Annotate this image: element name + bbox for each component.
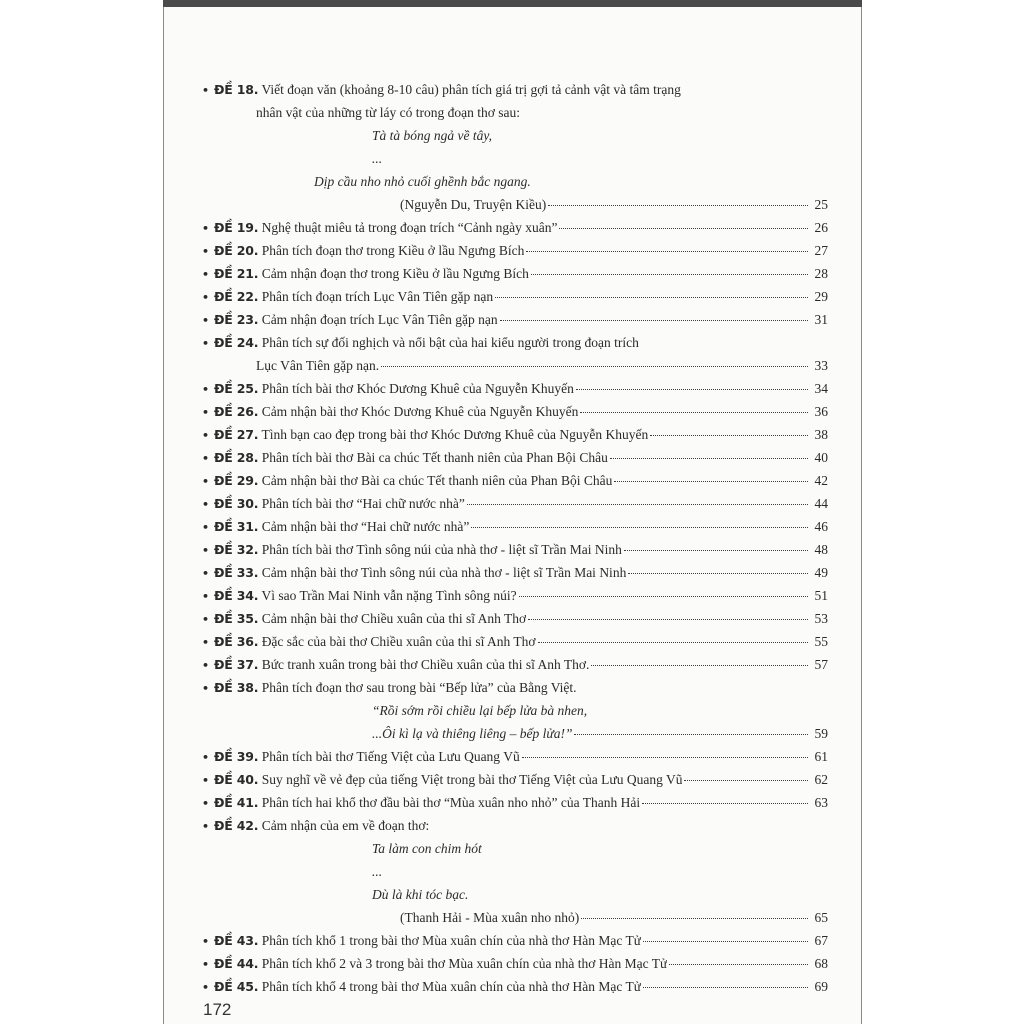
page-ref: 44 — [814, 496, 828, 511]
page-ref: 40 — [814, 450, 828, 465]
toc-entry-26[interactable] — [202, 400, 828, 424]
leader-dots — [522, 756, 808, 758]
entry-title: Phân tích đoạn thơ trong Kiều ở lầu Ngưng Bích — [261, 243, 525, 258]
toc-entry-27[interactable] — [202, 423, 828, 447]
toc-entry-28[interactable] — [202, 446, 828, 470]
page-ref: 28 — [814, 266, 828, 281]
entry-number: ĐỀ 38. — [214, 680, 259, 695]
leader-dots — [500, 319, 808, 321]
quote-line: “Rồi sớm rồi chiều lại bếp lửa bà nhen, — [372, 703, 588, 718]
toc-entry-34[interactable] — [202, 584, 828, 608]
entry-number: ĐỀ 43. — [214, 933, 259, 948]
toc-entry-35[interactable] — [202, 607, 828, 631]
page-ref: 36 — [814, 404, 828, 419]
quote-ellipsis: ... — [372, 151, 383, 166]
entry-number: ĐỀ 23. — [214, 312, 259, 327]
entry-title: Phân tích khổ 1 trong bài thơ Mùa xuân chín của nhà thơ Hàn Mạc Tử — [261, 933, 642, 948]
quote-line: ...Ôi kì lạ và thiêng liêng – bếp lửa!” — [372, 726, 573, 741]
bullet: • — [202, 314, 210, 327]
page-ref: 51 — [814, 588, 828, 603]
toc-entry-32[interactable] — [202, 538, 828, 562]
page-ref: 29 — [814, 289, 828, 304]
leader-dots — [581, 917, 808, 919]
document-page — [163, 7, 862, 1024]
entry-number: ĐỀ 27. — [214, 427, 259, 442]
entry-title: Phân tích bài thơ “Hai chữ nước nhà” — [261, 496, 465, 511]
quote-row — [372, 722, 828, 745]
entry-title: Viết đoạn văn (khoảng 8-10 câu) phân tích giá trị gợi tả cảnh vật và tâm trạng — [261, 82, 681, 97]
bullet: • — [202, 613, 210, 626]
leader-dots — [559, 227, 808, 229]
leader-dots — [610, 457, 808, 459]
bullet: • — [202, 429, 210, 442]
entry-title-continued: nhân vật của những từ láy có trong đoạn thơ sau: — [256, 105, 520, 120]
entry-number: ĐỀ 32. — [214, 542, 259, 557]
entry-title: Phân tích khổ 2 và 3 trong bài thơ Mùa xuân chín của nhà thơ Hàn Mạc Tử — [261, 956, 668, 971]
page-ref: 48 — [814, 542, 828, 557]
entry-title: Đặc sắc của bài thơ Chiều xuân của thi sĩ Anh Thơ — [261, 634, 536, 649]
leader-dots — [614, 480, 808, 482]
page-ref: 68 — [814, 956, 828, 971]
page-ref: 33 — [814, 358, 828, 373]
entry-number: ĐỀ 44. — [214, 956, 259, 971]
leader-dots — [684, 779, 808, 781]
entry-number: ĐỀ 33. — [214, 565, 259, 580]
bullet: • — [202, 383, 210, 396]
toc-entry-22[interactable] — [202, 285, 828, 309]
entry-title: Cảm nhận bài thơ Chiều xuân của thi sĩ Anh Thơ — [261, 611, 527, 626]
page-ref: 57 — [814, 657, 828, 672]
bullet: • — [202, 935, 210, 948]
bullet: • — [202, 475, 210, 488]
entry-title: Cảm nhận bài thơ “Hai chữ nước nhà” — [261, 519, 470, 534]
leader-dots — [643, 940, 808, 942]
bullet: • — [202, 498, 210, 511]
entry-number: ĐỀ 25. — [214, 381, 259, 396]
leader-dots — [580, 411, 808, 413]
page-ref: 31 — [814, 312, 828, 327]
bullet: • — [202, 452, 210, 465]
entry-number: ĐỀ 40. — [214, 772, 259, 787]
page-ref: 26 — [814, 220, 828, 235]
toc-entry-37[interactable] — [202, 653, 828, 677]
page-ref: 34 — [814, 381, 828, 396]
quote-line: Ta làm con chim hót — [372, 841, 482, 856]
page-ref: 55 — [814, 634, 828, 649]
page-ref: 63 — [814, 795, 828, 810]
entry-title: Tình bạn cao đẹp trong bài thơ Khóc Dương Khuê của Nguyễn Khuyến — [261, 427, 649, 442]
page-ref: 49 — [814, 565, 828, 580]
left-margin — [0, 0, 163, 1024]
toc-entry-18[interactable] — [202, 78, 828, 102]
toc-entry-30[interactable] — [202, 492, 828, 516]
entry-title: Phân tích khổ 4 trong bài thơ Mùa xuân chín của nhà thơ Hàn Mạc Tử — [261, 979, 642, 994]
entry-title: Phân tích bài thơ Tiếng Việt của Lưu Quang Vũ — [261, 749, 520, 764]
leader-dots — [642, 802, 808, 804]
leader-dots — [576, 388, 808, 390]
leader-dots — [669, 963, 808, 965]
leader-dots — [538, 641, 808, 643]
page-ref: 65 — [814, 910, 828, 925]
page-ref: 69 — [814, 979, 828, 994]
entry-number: ĐỀ 35. — [214, 611, 259, 626]
bullet: • — [202, 820, 210, 833]
page-ref: 62 — [814, 772, 828, 787]
toc-entry-39[interactable] — [202, 745, 828, 769]
toc-entry-40[interactable] — [202, 768, 828, 792]
bullet: • — [202, 84, 210, 97]
entry-number: ĐỀ 24. — [214, 335, 259, 350]
entry-source-row — [400, 906, 828, 929]
toc-entry-20[interactable] — [202, 239, 828, 263]
leader-dots — [643, 986, 808, 988]
entry-number: ĐỀ 36. — [214, 634, 259, 649]
quote-source: (Thanh Hải - Mùa xuân nho nhỏ) — [400, 910, 580, 925]
bullet: • — [202, 406, 210, 419]
bullet: • — [202, 337, 210, 350]
bullet: • — [202, 958, 210, 971]
bullet: • — [202, 245, 210, 258]
toc-entry-24-continued — [256, 354, 828, 377]
bullet: • — [202, 567, 210, 580]
entry-title-continued: Lục Vân Tiên gặp nạn. — [256, 358, 380, 373]
toc-entry-33[interactable] — [202, 561, 828, 585]
leader-dots — [650, 434, 808, 436]
leader-dots — [471, 526, 808, 528]
leader-dots — [624, 549, 808, 551]
quote-ellipsis: ... — [372, 864, 383, 879]
leader-dots — [574, 733, 808, 735]
entry-number: ĐỀ 22. — [214, 289, 259, 304]
toc-entry-44[interactable] — [202, 952, 828, 976]
entry-title: Cảm nhận đoạn thơ trong Kiều ở lầu Ngưng Bích — [261, 266, 529, 281]
entry-number: ĐỀ 31. — [214, 519, 259, 534]
toc-entry-38[interactable] — [202, 676, 828, 700]
entry-title: Nghệ thuật miêu tả trong đoạn trích “Cảnh ngày xuân” — [261, 220, 558, 235]
leader-dots — [548, 204, 808, 206]
entry-number: ĐỀ 29. — [214, 473, 259, 488]
entry-title: Cảm nhận bài thơ Bài ca chúc Tết thanh niên của Phan Bội Châu — [261, 473, 613, 488]
entry-title: Phân tích sự đối nghịch và nổi bật của hai kiểu người trong đoạn trích — [261, 335, 639, 350]
entry-title: Phân tích bài thơ Tình sông núi của nhà thơ - liệt sĩ Trần Mai Ninh — [261, 542, 622, 557]
bullet: • — [202, 751, 210, 764]
quote-line: Dù là khi tóc bạc. — [372, 887, 469, 902]
entry-title: Phân tích hai khổ thơ đầu bài thơ “Mùa xuân nho nhỏ” của Thanh Hải — [261, 795, 641, 810]
bullet: • — [202, 797, 210, 810]
quote-line: Tà tà bóng ngả về tây, — [372, 128, 492, 143]
bullet: • — [202, 268, 210, 281]
entry-number: ĐỀ 34. — [214, 588, 259, 603]
page-ref: 53 — [814, 611, 828, 626]
entry-title: Cảm nhận bài thơ Khóc Dương Khuê của Nguyễn Khuyến — [261, 404, 579, 419]
leader-dots — [467, 503, 808, 505]
toc-entry-19[interactable] — [202, 216, 828, 240]
toc-entry-21[interactable] — [202, 262, 828, 286]
page-ref: 38 — [814, 427, 828, 442]
entry-number: ĐỀ 45. — [214, 979, 259, 994]
entry-number: ĐỀ 21. — [214, 266, 259, 281]
bullet: • — [202, 291, 210, 304]
toc-entry-42[interactable] — [202, 814, 828, 838]
bullet: • — [202, 774, 210, 787]
entry-number: ĐỀ 39. — [214, 749, 259, 764]
leader-dots — [628, 572, 808, 574]
leader-dots — [526, 250, 808, 252]
bullet: • — [202, 981, 210, 994]
entry-source-row — [400, 193, 828, 216]
entry-number: ĐỀ 26. — [214, 404, 259, 419]
entry-title: Phân tích đoạn trích Lục Vân Tiên gặp nạn — [261, 289, 494, 304]
leader-dots — [528, 618, 808, 620]
page-ref: 59 — [814, 726, 828, 741]
table-of-contents — [164, 7, 861, 1024]
bullet: • — [202, 659, 210, 672]
entry-number: ĐỀ 20. — [214, 243, 259, 258]
right-margin — [862, 0, 1024, 1024]
leader-dots — [531, 273, 808, 275]
page-ref: 25 — [814, 197, 828, 212]
toc-entry-31[interactable] — [202, 515, 828, 539]
toc-entry-36[interactable] — [202, 630, 828, 654]
entry-title: Phân tích bài thơ Khóc Dương Khuê của Nguyễn Khuyến — [261, 381, 574, 396]
entry-number: ĐỀ 28. — [214, 450, 259, 465]
entry-number: ĐỀ 30. — [214, 496, 259, 511]
page-ref: 67 — [814, 933, 828, 948]
toc-entry-43[interactable] — [202, 929, 828, 953]
bullet: • — [202, 636, 210, 649]
page-ref: 46 — [814, 519, 828, 534]
entry-title: Cảm nhận bài thơ Tình sông núi của nhà thơ - liệt sĩ Trần Mai Ninh — [261, 565, 627, 580]
leader-dots — [381, 365, 808, 367]
page-ref: 27 — [814, 243, 828, 258]
bullet: • — [202, 521, 210, 534]
page-number: 172 — [203, 1000, 232, 1019]
entry-number: ĐỀ 41. — [214, 795, 259, 810]
leader-dots — [519, 595, 808, 597]
entry-title: Vì sao Trần Mai Ninh vẫn nặng Tình sông núi? — [261, 588, 517, 603]
bullet: • — [202, 222, 210, 235]
quote-line: Dịp cầu nho nhỏ cuối ghềnh bắc ngang. — [314, 174, 531, 189]
page-ref: 61 — [814, 749, 828, 764]
entry-title: Phân tích bài thơ Bài ca chúc Tết thanh niên của Phan Bội Châu — [261, 450, 608, 465]
entry-number: ĐỀ 19. — [214, 220, 259, 235]
entry-title: Bức tranh xuân trong bài thơ Chiều xuân của thi sĩ Anh Thơ. — [261, 657, 590, 672]
entry-title: Suy nghĩ về vẻ đẹp của tiếng Việt trong bài thơ Tiếng Việt của Lưu Quang Vũ — [261, 772, 683, 787]
entry-title: Cảm nhận của em về đoạn thơ: — [261, 818, 430, 833]
entry-title: Phân tích đoạn thơ sau trong bài “Bếp lửa” của Bằng Việt. — [261, 680, 577, 695]
toc-entry-41[interactable] — [202, 791, 828, 815]
toc-entry-45[interactable] — [202, 975, 828, 999]
entry-number: ĐỀ 42. — [214, 818, 259, 833]
entry-title: Cảm nhận đoạn trích Lục Vân Tiên gặp nạn — [261, 312, 498, 327]
toc-entry-25[interactable] — [202, 377, 828, 401]
bullet: • — [202, 590, 210, 603]
toc-entry-23[interactable] — [202, 308, 828, 332]
bullet: • — [202, 544, 210, 557]
bullet: • — [202, 682, 210, 695]
toc-entry-24[interactable] — [202, 331, 828, 355]
entry-number: ĐỀ 18. — [214, 82, 259, 97]
top-edge-bar — [163, 0, 862, 7]
entry-number: ĐỀ 37. — [214, 657, 259, 672]
toc-entry-29[interactable] — [202, 469, 828, 493]
leader-dots — [591, 664, 808, 666]
quote-source: (Nguyễn Du, Truyện Kiều) — [400, 197, 547, 212]
page-ref: 42 — [814, 473, 828, 488]
leader-dots — [495, 296, 808, 298]
